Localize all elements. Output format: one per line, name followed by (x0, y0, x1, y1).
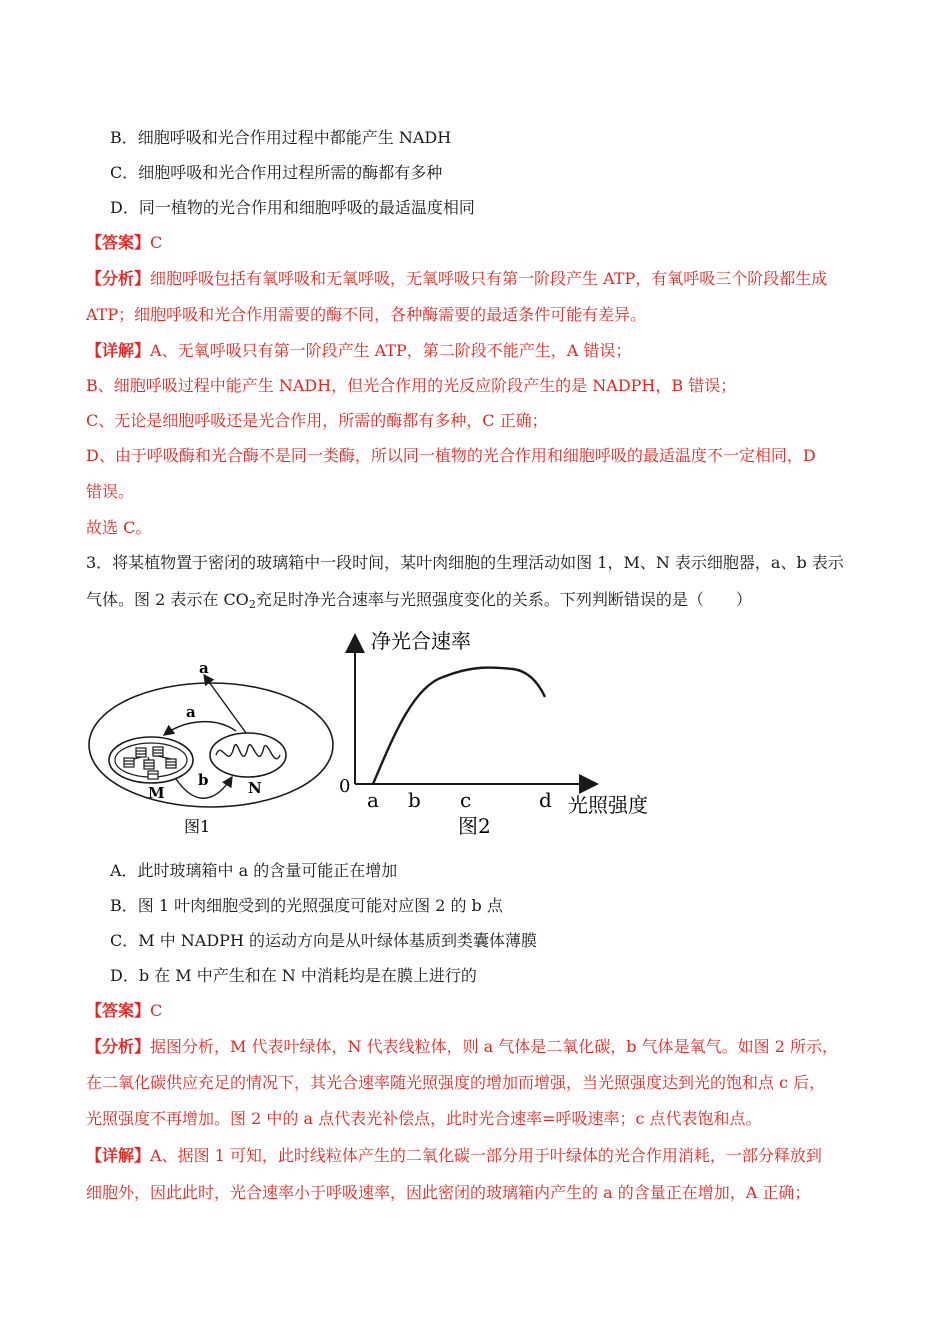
label-a-mid: a (186, 703, 196, 721)
analysis-text: 据图分析，M 代表叶绿体，N 代表线粒体，则 a 气体是二氧化碳，b 气体是氧气。如图 2 所示， (150, 1037, 838, 1056)
detail-tag: 【详解】 (86, 1146, 151, 1165)
q3-detail-line-2: 细胞外，因此此时，光合速率小于呼吸速率，因此密闭的玻璃箱内产生的 a 的含量正在增加，A 正确； (86, 1183, 811, 1202)
q2-analysis-line-2: ATP；细胞呼吸和光合作用需要的酶不同，各种酶需要的最适条件可能有差异。 (86, 305, 647, 324)
q3-option-a: A．此时玻璃箱中 a 的含量可能正在增加 (110, 861, 398, 880)
q2-conclusion: 故选 C。 (86, 518, 152, 537)
answer-tag: 【答案】 (86, 233, 151, 252)
answer-value: C (150, 1001, 163, 1020)
q3-option-c: C．M 中 NADPH 的运动方向是从叶绿体基质到类囊体薄膜 (110, 931, 537, 950)
q3-stem-line-2 (86, 590, 752, 610)
q2-detail-line-3: C、无论是细胞呼吸还是光合作用，所需的酶都有多种，C 正确； (86, 411, 548, 430)
stem-text-a: 气体。图 2 表示在 CO (86, 590, 249, 609)
detail-tag: 【详解】 (86, 341, 151, 360)
label-n: N (248, 779, 262, 797)
figure-2-photosynthesis-curve (333, 627, 673, 842)
q2-detail-line-2: B、细胞呼吸过程中能产生 NADH，但光合作用的光反应阶段产生的是 NADPH，B 错误； (86, 376, 737, 395)
q3-stem-line-1: 3．将某植物置于密闭的玻璃箱中一段时间，某叶肉细胞的生理活动如图 1，M、N 表示细胞器，a、b 表示 (86, 553, 844, 572)
q3-option-b: B．图 1 叶肉细胞受到的光照强度可能对应图 2 的 b 点 (110, 896, 503, 915)
answer-tag: 【答案】 (86, 1001, 151, 1020)
q2-detail-line-1 (86, 341, 631, 361)
q2-detail-line-5: 错误。 (86, 482, 135, 501)
tick-c: c (460, 788, 472, 812)
analysis-tag: 【分析】 (86, 1037, 151, 1056)
tick-a: a (367, 788, 379, 812)
origin-label: 0 (339, 776, 351, 797)
analysis-text: 细胞呼吸包括有氧呼吸和无氧呼吸，无氧呼吸只有第一阶段产生 ATP，有氧呼吸三个阶段都生成 (150, 269, 828, 288)
label-b: b (198, 771, 209, 789)
figure-1-caption: 图1 (184, 817, 211, 836)
figure-1-cell-diagram (86, 655, 336, 845)
detail-text: A、无氧呼吸只有第一阶段产生 ATP，第二阶段不能产生，A 错误； (150, 341, 632, 360)
label-m: M (148, 784, 165, 802)
q2-answer (86, 233, 162, 253)
tick-b: b (408, 788, 421, 812)
figure-2-caption: 图2 (458, 814, 491, 838)
label-a-top: a (199, 659, 209, 677)
q2-detail-line-4: D、由于呼吸酶和光合酶不是同一类酶，所以同一植物的光合作用和细胞呼吸的最适温度不一定相同，D (86, 446, 816, 465)
q3-analysis-line-3: 光照强度不再增加。图 2 中的 a 点代表光补偿点，此时光合速率=呼吸速率；c 点代表饱和点。 (86, 1109, 762, 1128)
q2-option-b: B．细胞呼吸和光合作用过程中都能产生 NADH (110, 128, 452, 147)
arrow-a-to-m (164, 722, 236, 735)
answer-value: C (150, 233, 163, 252)
q3-detail-line-1 (86, 1146, 822, 1166)
rate-curve (373, 667, 545, 784)
tick-d: d (539, 788, 552, 812)
q3-analysis-line-1 (86, 1037, 838, 1057)
chloroplast-m (109, 737, 193, 783)
mitochondrion-n (210, 733, 286, 777)
y-axis-label: 净光合速率 (371, 629, 471, 653)
q3-analysis-line-2: 在二氧化碳供应充足的情况下，其光合速率随光照强度的增加而增强，当光照强度达到光的饱和点 c 后， (86, 1073, 826, 1092)
q3-answer (86, 1001, 162, 1021)
detail-text: A、据图 1 可知，此时线粒体产生的二氧化碳一部分用于叶绿体的光合作用消耗，一部分释放到 (150, 1146, 822, 1165)
q3-option-d: D．b 在 M 中产生和在 N 中消耗均是在膜上进行的 (110, 966, 477, 985)
cell-membrane (89, 683, 333, 807)
analysis-tag: 【分析】 (86, 269, 151, 288)
stem-subscript: 2 (248, 598, 256, 611)
q2-option-d: D．同一植物的光合作用和细胞呼吸的最适温度相同 (110, 198, 475, 217)
q2-analysis-line-1 (86, 269, 827, 289)
q2-option-c: C．细胞呼吸和光合作用过程所需的酶都有多种 (110, 163, 443, 182)
stem-text-b: 充足时净光合速率与光照强度变化的关系。下列判断错误的是（ ） (255, 590, 752, 609)
x-axis-label: 光照强度 (568, 793, 648, 817)
